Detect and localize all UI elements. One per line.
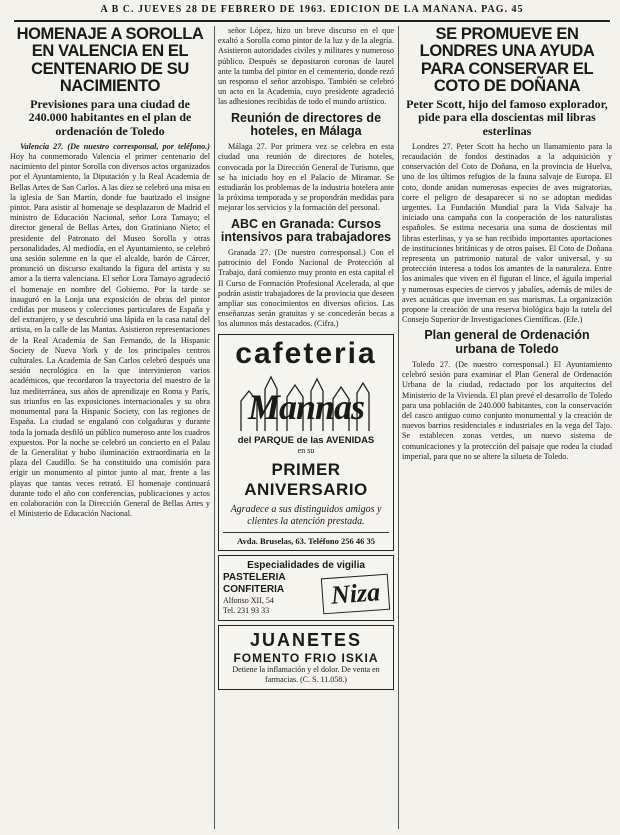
left-column (10, 26, 210, 829)
toledo-plan-body: Toledo 27. (De nuestro corresponsal.) El Ayuntamiento celebró sesión para examinar el Plan General de Ordenación Urbana de la ciudad, redactado por los arquitectos del Ministerio de la Vivienda. El plan prevé el desarrollo de Toledo para una población de 240.000 habitantes, con la conservación del casco antiguo como conjunto monumental y la creación de nuevos barrios residenciales e industriales en la vega del Tajo. Se establecen zonas verdes, un nuevo sistema de comunicaciones y la protección del paisaje que rodea la ciudad imperial, para que no se altere la silueta de Toledo. (402, 359, 612, 461)
malaga-headline: Reunión de directores de hoteles, en Málaga (230, 110, 382, 139)
toledo-subhead: Previsiones para una ciudad de 240.000 habitantes en el plan de ordenación de Toledo (28, 97, 192, 138)
running-head: A B C. JUEVES 28 DE FEBRERO DE 1963. EDICION DE LA MAÑANA. PAG. 45 (14, 4, 610, 22)
cafeteria-place: del PARQUE de las AVENIDAS (237, 434, 375, 446)
juanetes-body: Detiene la inflamación y el dolor. De venta en farmacias. (C. S. 11.058.) (232, 664, 380, 684)
sorolla-body-text: Hoy ha conmemorado Valencia el primer centenario del nacimiento del pintor Sorolla con diversos actos organizados por el Ayuntamiento, la Diputación y la Real Academia de Bellas Artes de San Carlos. A las diez se celebró una misa en la iglesia de San Martín, donde fue bautizado el insigne pintor. Para asistir al homenaje se desplazaron de Madrid el ministro de Educación Nacional, señor Lora Tamayo; el director general de Bellas Artes, don Gratiniano Nieto; el presidente del Patronato del Museo Sorolla y otras personalidades. Al mediodía, en el Ayuntamiento, se celebró una sesión solemne en la que el alcalde, barón de Cárcer, pronunció un discurso exaltando la figura del artista y su amor a la tierra valenciana. El señor Lora Tamayo agradeció el homenaje en nombre del Gobierno. Por la tarde se inauguró en la Lonja una exposición de obras del pintor cedidas por museos y colecciones particulares de España y del extranjero, y se descubrió una lápida en la casa natal del artista, en la calle de las Mantas. Asistieron representaciones de la Real Academia de San Fernando, de la Hispanic Society de Nueva York y de los principales centros culturales. La Academia de San Carlos celebró después una sesión necrológica en la que intervinieron varios académicos, que recordaron la trayectoria del maestro de la luz mediterránea, sus años de aprendizaje en Roma y París, sus triunfos en las exposiciones internacionales y su obra monumental para la Hispanic Society, con las regiones de España. La ciudad se engalanó con colgaduras y durante toda la jornada desfiló un público numeroso ante los cuadros expuestos. Por la noche se celebró un concierto en el Palau de la Generalitat y hubo iluminación extraordinaria en la plaza del Caudillo. Se ha constituido una comisión para erigir un monumento al pintor junto al mar, frente a las playas que tantas veces retrató. El homenaje continuará durante todo el año con conferencias, publicaciones y actos en colaboración con la Dirección General de Bellas Artes y el Ministerio de Educación Nacional. (10, 152, 210, 519)
right-column (402, 26, 612, 829)
niza-logo: Niza (321, 573, 390, 614)
column-rule (398, 26, 399, 829)
sorolla-article-body (10, 142, 210, 520)
sorolla-continuation: señor López, hizo un breve discurso en el que exaltó a Sorolla como pintor de la luz y de la alegría. Asistieron autoridades civiles y militares y numeroso público. Después se depositaron coronas de laurel ante la tumba del pintor en el cementerio, donde rezó un responso el señor arzobispo. También se celebró un acto en la Academia, cuyo presidente agradeció las adhesiones recibidas de todo el mundo artístico. (218, 26, 394, 107)
sorolla-headline: HOMENAJE A SOROLLA EN VALENCIA EN EL CENTENARIO DE SU NACIMIENTO (16, 26, 204, 95)
toledo-plan-headline: Plan general de Ordenación urbana de Toledo (424, 328, 590, 357)
juanetes-advert (218, 625, 394, 690)
cafeteria-address: Avda. Bruselas, 63. Teléfono 256 46 35 (223, 532, 389, 546)
granada-body: Granada 27. (De nuestro corresponsal.) Con el patrocinio del Fondo Nacional de Protección al Trabajo, dará comienzo muy pronto en esta capital el II Curso de Formación Profesional Acelerada, al que podrán asistir trabajadores de la provincia que deseen ampliar sus conocimientos en diversos oficios. Las enseñanzas serán gratuitas y se concederán becas a los alumnos más destacados. (Cifra.) (218, 248, 394, 329)
mannas-logo (231, 371, 381, 433)
anniversary-title: PRIMER ANIVERSARIO (244, 459, 368, 499)
donana-headline: SE PROMUEVE EN LONDRES UNA AYUDA PARA CONSERVAR EL COTO DE DOÑANA (419, 26, 595, 95)
cafeteria-thanks: Agradece a sus distinguidos amigos y clientes la atención prestada. (230, 503, 382, 527)
pasteleria-kind: PASTELERIA CONFITERIA (223, 571, 286, 595)
juanetes-subtitle: FOMENTO FRIO ISKIA (233, 650, 379, 665)
sorolla-dateline: Valencia 27. (De nuestro corresponsal, por teléfono.) (20, 141, 210, 151)
malaga-body: Málaga 27. Por primera vez se celebra en esta ciudad una reunión de directores de hoteles, convocada por la Dirección General de Turismo, que se ha iniciado hoy en el Palacio de Miramar. Se estudiarán los problemas de la industria hotelera ante la próxima temporada y se propondrán medidas para mejorar los servicios y la formación del personal. (218, 142, 394, 213)
donana-body: Londres 27. Peter Scott ha hecho un llamamiento para la recaudación de fondos destinados a la adquisición y conservación del Coto de Doñana, en la provincia de Huelva, uno de los últimos refugios de la fauna salvaje de Europa. El coto, donde anidan numerosas especies de aves migratorias, corre el peligro de desaparecer si no se adoptan medidas urgentes. La Fundación Mundial para la Vida Salvaje ha iniciado una campaña con la cooperación de los naturalistas españoles. Se estima necesaria una suma de doscientas mil libras esterlinas, y ya se han recibido importantes aportaciones de instituciones británicas y de otros países. El Coto de Doñana representa un patrimonio natural de valor universal, y su protección interesa a todos los amantes de la naturaleza. Entre los animales que viven en él figuran el lince, el águila imperial y numerosas especies de ciervos y jabalíes, además de miles de aves acuáticas que invernan en sus marismas. La organización propone la creación de una reserva biológica bajo la tutela del Consejo Superior de Investigaciones Científicas. (Efe.) (402, 141, 612, 325)
cafeteria-tagline: en su (297, 445, 315, 455)
cafeteria-brand: cafeteria (235, 336, 377, 370)
pasteleria-info (223, 572, 318, 616)
column-rule (214, 26, 215, 829)
pasteleria-title: Especialidades de vigilia (247, 559, 365, 571)
donana-subhead: Peter Scott, hijo del famoso explorador, pide para ella doscientas mil libras esterlinas (406, 97, 608, 138)
pasteleria-advert (218, 555, 394, 621)
pasteleria-address: Alfonso XII, 54 (223, 595, 274, 605)
mannas-wordmark: Mannas (247, 386, 365, 427)
middle-column (218, 26, 394, 829)
granada-headline: ABC en Granada: Cursos intensivos para trabajadores (220, 216, 392, 245)
cafeteria-advert (218, 334, 394, 551)
juanetes-title: JUANETES (249, 629, 363, 650)
pasteleria-phone: Tel. 231 93 33 (223, 605, 270, 615)
pasteleria-body (223, 572, 389, 616)
